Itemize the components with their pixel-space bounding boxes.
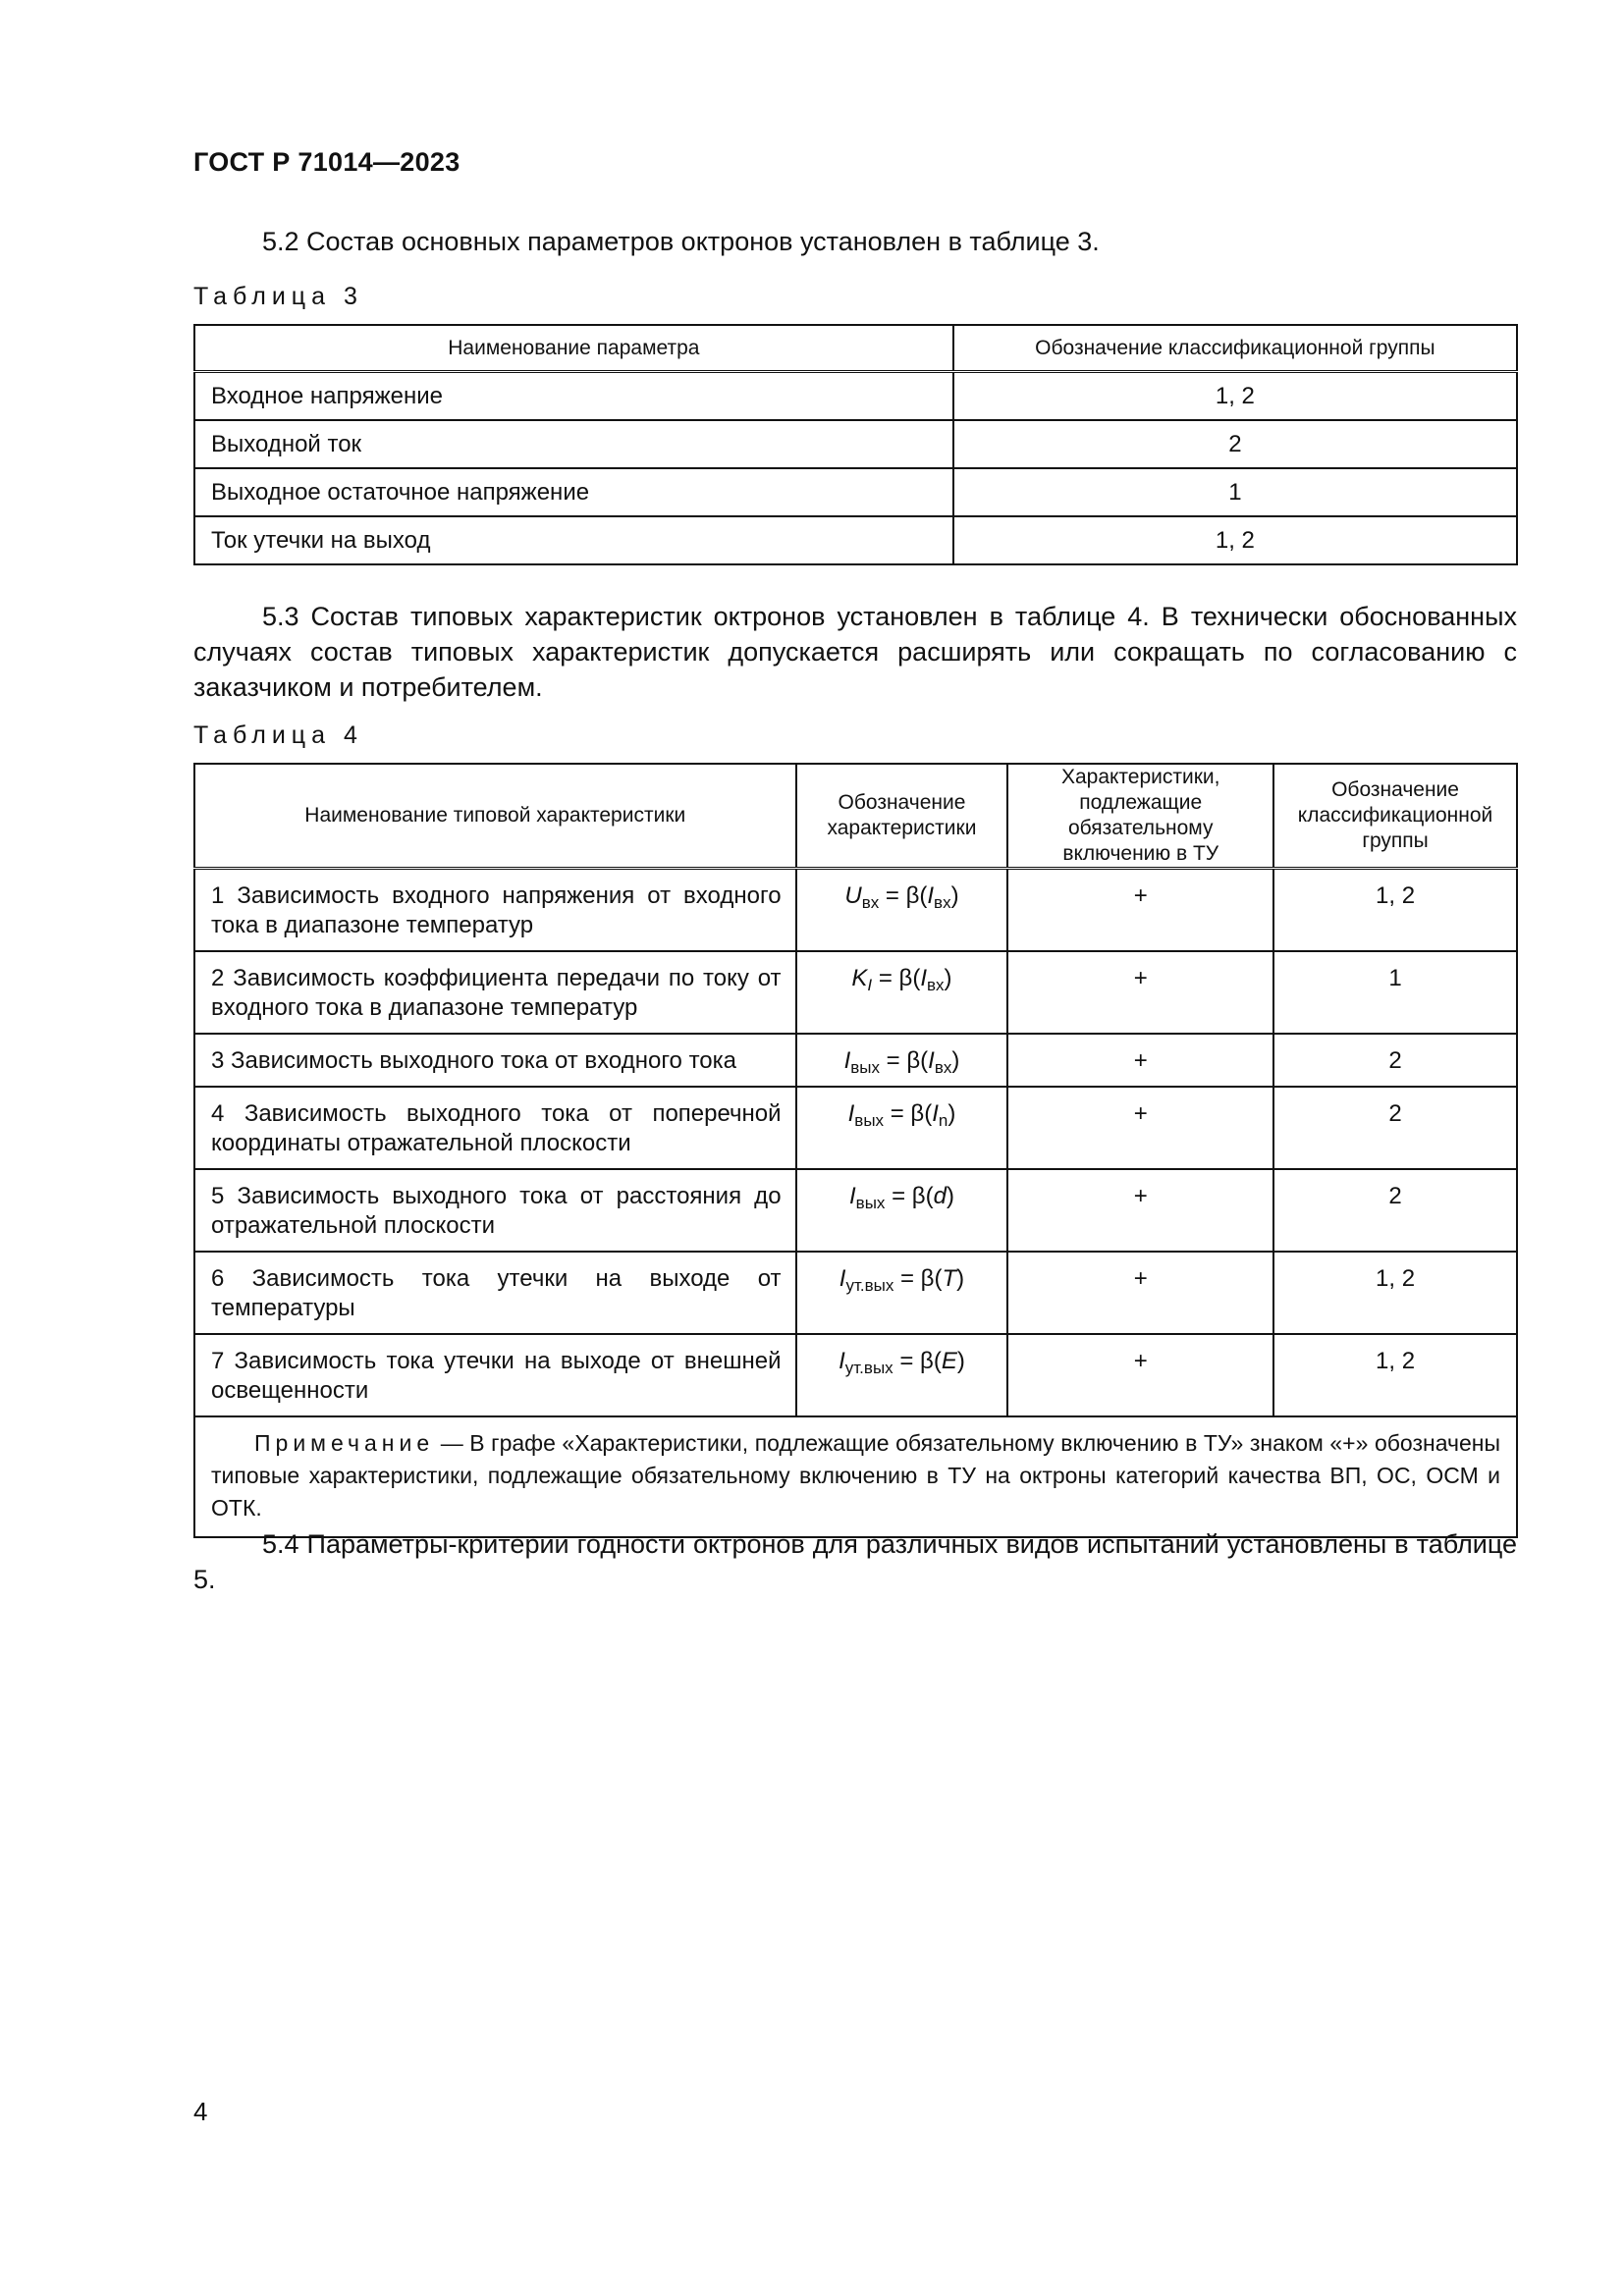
characteristic-symbol: $I_{вых} = \beta(d)$ [796,1169,1008,1252]
table-4-caption: Таблица 4 [193,721,363,749]
page-number: 4 [193,2097,208,2126]
table-4 [193,763,1518,1538]
paragraph-5-2 [193,224,1517,259]
characteristic-symbol: $I_{ут.вых} = \beta(E)$ [796,1334,1008,1416]
group-value: 1, 2 [1273,869,1517,952]
characteristic-name: 4 Зависимость выходного тока от поперечной координаты отражательной плоскости [194,1087,796,1169]
characteristic-name: 1 Зависимость входного напряжения от входного тока в диапазоне температур [194,869,796,952]
table-row [194,869,1517,952]
column-header: Обозначение классификационной группы [953,325,1517,372]
characteristic-symbol: $I_{вых} = \beta(I_n)$ [796,1087,1008,1169]
paragraph-5-3-text: 5.3 Состав типовых характеристик октронов установлен в таблице 4. В технически обоснованных случаях состав типовых характеристик допускается расширять или сокращать по согласованию с заказчиком и потребителем. [193,602,1517,702]
parameter-name: Выходное остаточное напряжение [194,468,953,516]
document-header: ГОСТ Р 71014—2023 [193,147,460,177]
required-mark: + [1007,1034,1273,1087]
table-row [194,1252,1517,1334]
column-header: Обозначение характеристики [796,764,1008,869]
group-value: 2 [1273,1087,1517,1169]
group-value: 1, 2 [953,372,1517,421]
group-value: 2 [1273,1034,1517,1087]
parameter-name: Ток утечки на выход [194,516,953,564]
characteristic-symbol: $I_{вых} = \beta(I_{вх})$ [796,1034,1008,1087]
characteristic-name: 5 Зависимость выходного тока от расстояния до отражательной плоскости [194,1169,796,1252]
characteristic-symbol: $U_{вх} = \beta(I_{вх})$ [796,869,1008,952]
table-row [194,1334,1517,1416]
table-header-row [194,325,1517,372]
table-row [194,1087,1517,1169]
paragraph-5-2-text: 5.2 Состав основных параметров октронов установлен в таблице 3. [262,227,1100,256]
table-row [194,420,1517,468]
parameter-name: Входное напряжение [194,372,953,421]
parameter-name: Выходной ток [194,420,953,468]
table-header-row [194,764,1517,869]
paragraph-5-3 [193,599,1517,705]
characteristic-name: 6 Зависимость тока утечки на выходе от температуры [194,1252,796,1334]
characteristic-name: 7 Зависимость тока утечки на выходе от внешней освещенности [194,1334,796,1416]
required-mark: + [1007,1334,1273,1416]
table-3-caption: Таблица 3 [193,283,363,310]
column-header: Характеристики, подлежащие обязательному включению в ТУ [1007,764,1273,869]
column-header: Обозначение классификационной группы [1273,764,1517,869]
group-value: 1, 2 [953,516,1517,564]
required-mark: + [1007,1087,1273,1169]
group-value: 1, 2 [1273,1334,1517,1416]
group-value: 1 [953,468,1517,516]
required-mark: + [1007,1252,1273,1334]
group-value: 1, 2 [1273,1252,1517,1334]
characteristic-name: 2 Зависимость коэффициента передачи по току от входного тока в диапазоне температур [194,951,796,1034]
paragraph-5-4-text: 5.4 Параметры-критерии годности октронов для различных видов испытаний установлены в таблице 5. [193,1529,1517,1594]
column-header: Наименование параметра [194,325,953,372]
note-label: Примечание [254,1430,435,1456]
table-row [194,372,1517,421]
note-text: — В графе «Характеристики, подлежащие обязательному включению в ТУ» знаком «+» обозначены типовые характеристики, подлежащие обязательному включению в ТУ на октроны категорий качества ВП, ОС, ОСМ и ОТК. [211,1430,1500,1521]
table-row [194,951,1517,1034]
required-mark: + [1007,951,1273,1034]
characteristic-name: 3 Зависимость выходного тока от входного тока [194,1034,796,1087]
characteristic-symbol: $I_{ут.вых} = \beta(T)$ [796,1252,1008,1334]
group-value: 2 [953,420,1517,468]
table-note-row [194,1416,1517,1537]
required-mark: + [1007,1169,1273,1252]
table-row [194,468,1517,516]
table-row [194,1034,1517,1087]
group-value: 2 [1273,1169,1517,1252]
table-3 [193,324,1518,565]
group-value: 1 [1273,951,1517,1034]
column-header: Наименование типовой характеристики [194,764,796,869]
table-row [194,516,1517,564]
paragraph-5-4 [193,1526,1517,1597]
characteristic-symbol: $K_I = \beta(I_{вх})$ [796,951,1008,1034]
required-mark: + [1007,869,1273,952]
table-row [194,1169,1517,1252]
table-note [194,1416,1517,1537]
